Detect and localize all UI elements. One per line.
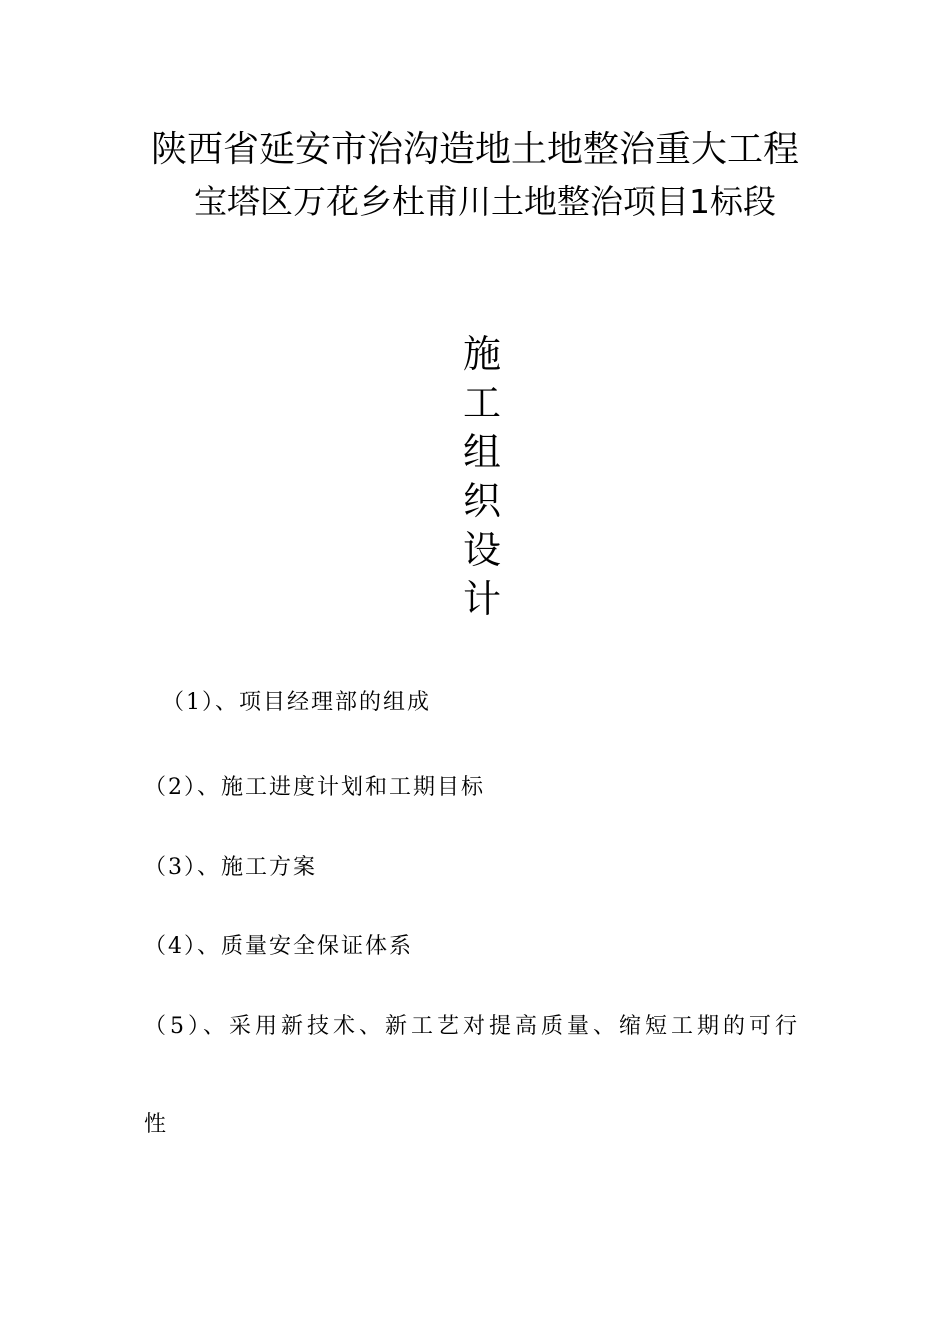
heading-char: 施 [462,332,501,376]
toc-item: （1）、项目经理部的组成 [162,690,431,715]
toc-item-continuation: 性 [144,1112,169,1137]
toc-item: （5）、采用新技术、新工艺对提高质量、缩短工期的可行 [144,1014,801,1039]
vertical-heading [457,330,507,624]
document-title-line-2: 宝塔区万花乡杜甫川土地整治项目1标段 [194,182,776,221]
document-title-line-1: 陕西省延安市治沟造地土地整治重大工程 [150,129,799,170]
toc-item: （3）、施工方案 [144,855,317,880]
heading-char: 工 [462,381,501,425]
heading-char: 组 [462,430,501,474]
toc-item: （4）、质量安全保证体系 [144,934,413,959]
heading-char: 设 [462,528,501,572]
toc-item: （2）、施工进度计划和工期目标 [144,775,485,800]
heading-char: 计 [462,577,501,621]
heading-char: 织 [462,479,501,523]
